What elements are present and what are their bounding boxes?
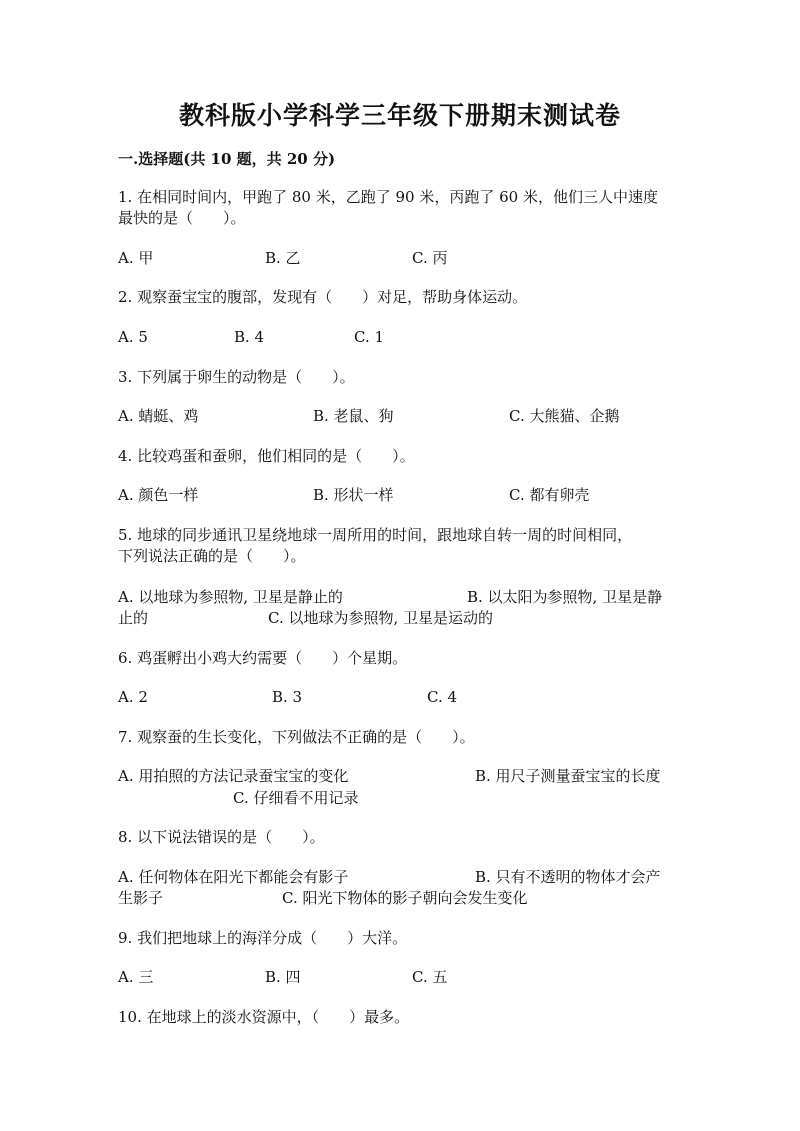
- question-6-line-1: 6. 鸡蛋孵出小鸡大约需要（ ）个星期。: [118, 649, 408, 667]
- question-5-option-c: C. 以地球为参照物, 卫星是运动的: [268, 609, 494, 627]
- question-8-option-b: B. 只有不透明的物体才会产: [475, 868, 661, 886]
- question-1-option-c: C. 丙: [412, 249, 448, 267]
- question-5-line-1: 5. 地球的同步通讯卫星绕地球一周所用的时间，跟地球自转一周的时间相同，: [118, 526, 633, 544]
- question-7-option-c: C. 仔细看不用记录: [233, 789, 359, 807]
- question-8-option-a: A. 任何物体在阳光下都能会有影子: [118, 868, 349, 886]
- question-9-option-b: B. 四: [265, 968, 301, 986]
- question-6-option-a: A. 2: [118, 688, 148, 706]
- question-1-line-2: 最快的是（ ）。: [118, 209, 246, 227]
- question-10-line-1: 10. 在地球上的淡水资源中，（ ）最多。: [118, 1008, 410, 1026]
- question-2-line-1: 2. 观察蚕宝宝的腹部，发现有（ ）对足，帮助身体运动。: [118, 288, 528, 306]
- question-2-option-b: B. 4: [234, 328, 265, 346]
- question-9-line-1: 9. 我们把地球上的海洋分成（ ）大洋。: [118, 929, 408, 947]
- question-4-option-b: B. 形状一样: [313, 486, 394, 504]
- question-5-option-b-wrap: 止的: [118, 609, 149, 627]
- question-1-option-a: A. 甲: [118, 249, 154, 267]
- question-1-option-b: B. 乙: [265, 249, 301, 267]
- question-7-option-b: B. 用尺子测量蚕宝宝的长度: [475, 767, 661, 785]
- question-7-option-a: A. 用拍照的方法记录蚕宝宝的变化: [118, 767, 349, 785]
- question-9-option-a: A. 三: [118, 968, 154, 986]
- question-5-option-a: A. 以地球为参照物, 卫星是静止的: [118, 588, 343, 606]
- question-8-line-1: 8. 以下说法错误的是（ ）。: [118, 828, 325, 846]
- question-7-line-1: 7. 观察蚕的生长变化，下列做法不正确的是（ ）。: [118, 728, 475, 746]
- question-3-option-b: B. 老鼠、狗: [313, 407, 394, 425]
- question-4-line-1: 4. 比较鸡蛋和蚕卵，他们相同的是（ ）。: [118, 447, 415, 465]
- question-8-option-b-wrap: 生影子: [118, 889, 164, 907]
- question-9-option-c: C. 五: [412, 968, 448, 986]
- question-1-line-1: 1. 在相同时间内，甲跑了 80 米，乙跑了 90 米，丙跑了 60 米，他们三人中速度: [118, 188, 658, 206]
- question-2-option-c: C. 1: [354, 328, 385, 346]
- question-3-option-c: C. 大熊猫、企鹅: [509, 407, 620, 425]
- question-3-option-a: A. 蜻蜓、鸡: [118, 407, 199, 425]
- question-4-option-c: C. 都有卵壳: [509, 486, 590, 504]
- question-3-line-1: 3. 下列属于卵生的动物是（ ）。: [118, 368, 355, 386]
- question-2-option-a: A. 5: [118, 328, 148, 346]
- question-8-option-c: C. 阳光下物体的影子朝向会发生变化: [282, 889, 528, 907]
- page-title: 教科版小学科学三年级下册期末测试卷: [178, 101, 621, 130]
- question-4-option-a: A. 颜色一样: [118, 486, 199, 504]
- question-6-option-c: C. 4: [427, 688, 458, 706]
- question-5-option-b: B. 以太阳为参照物, 卫星是静: [467, 588, 663, 606]
- question-6-option-b: B. 3: [272, 688, 303, 706]
- question-5-line-2: 下列说法正确的是（ ）。: [118, 547, 306, 565]
- section-heading: 一.选择题(共 10 题，共 20 分): [118, 150, 336, 168]
